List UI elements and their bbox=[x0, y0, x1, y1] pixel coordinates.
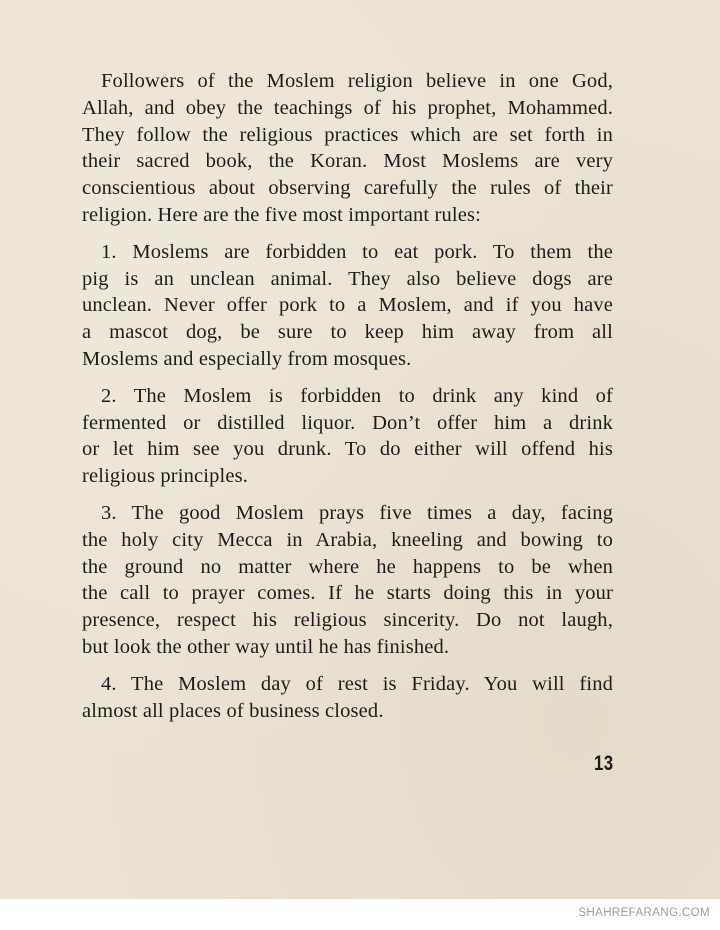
text-line: conscientious about observing carefully the rules of their bbox=[82, 177, 613, 200]
text-line: unclean. Never offer pork to a Moslem, and if you have bbox=[82, 294, 613, 317]
rule-3-paragraph bbox=[63, 500, 613, 661]
text-line: the ground no matter where he happens to be when bbox=[82, 555, 613, 578]
text-line: Moslems and especially from mosques. bbox=[82, 347, 412, 370]
text-line: the holy city Mecca in Arabia, kneeling and bowing to bbox=[82, 528, 613, 551]
text-line: fermented or distilled liquor. Don’t offer him a drink bbox=[82, 411, 613, 434]
text-line: pig is an unclean animal. They also believe dogs are bbox=[82, 267, 613, 290]
text-line: Followers of the Moslem religion believe in one God, bbox=[101, 70, 613, 92]
intro-paragraph bbox=[63, 68, 613, 229]
watermark: SHAHREFARANG.COM bbox=[578, 907, 710, 919]
text-line: religious principles. bbox=[82, 465, 248, 488]
rule-1-paragraph bbox=[63, 239, 613, 373]
body-text bbox=[63, 68, 613, 724]
text-line: a mascot dog, be sure to keep him away from all bbox=[82, 321, 613, 344]
text-line: 2. The Moslem is forbidden to drink any kind of bbox=[101, 384, 613, 407]
text-line: almost all places of business closed. bbox=[82, 699, 384, 722]
page-number: 13 bbox=[594, 752, 614, 775]
text-line: or let him see you drunk. To do either will offend his bbox=[82, 438, 613, 461]
text-line: their sacred book, the Koran. Most Moslems are very bbox=[82, 150, 613, 173]
text-line: 4. The Moslem day of rest is Friday. You will find bbox=[101, 672, 613, 695]
text-line: 1. Moslems are forbidden to eat pork. To them the bbox=[101, 240, 613, 263]
text-line: They follow the religious practices which are set forth in bbox=[82, 123, 613, 146]
rule-4-paragraph bbox=[63, 671, 613, 725]
text-line: 3. The good Moslem prays five times a day, facing bbox=[101, 501, 613, 524]
text-line: Allah, and obey the teachings of his prophet, Mohammed. bbox=[82, 96, 613, 119]
rule-2-paragraph bbox=[63, 383, 613, 490]
text-line: but look the other way until he has finished. bbox=[82, 635, 450, 658]
text-line: the call to prayer comes. If he starts doing this in your bbox=[82, 582, 613, 605]
text-line: religion. Here are the five most important rules: bbox=[82, 203, 482, 226]
text-line: presence, respect his religious sincerity. Do not laugh, bbox=[82, 609, 613, 632]
